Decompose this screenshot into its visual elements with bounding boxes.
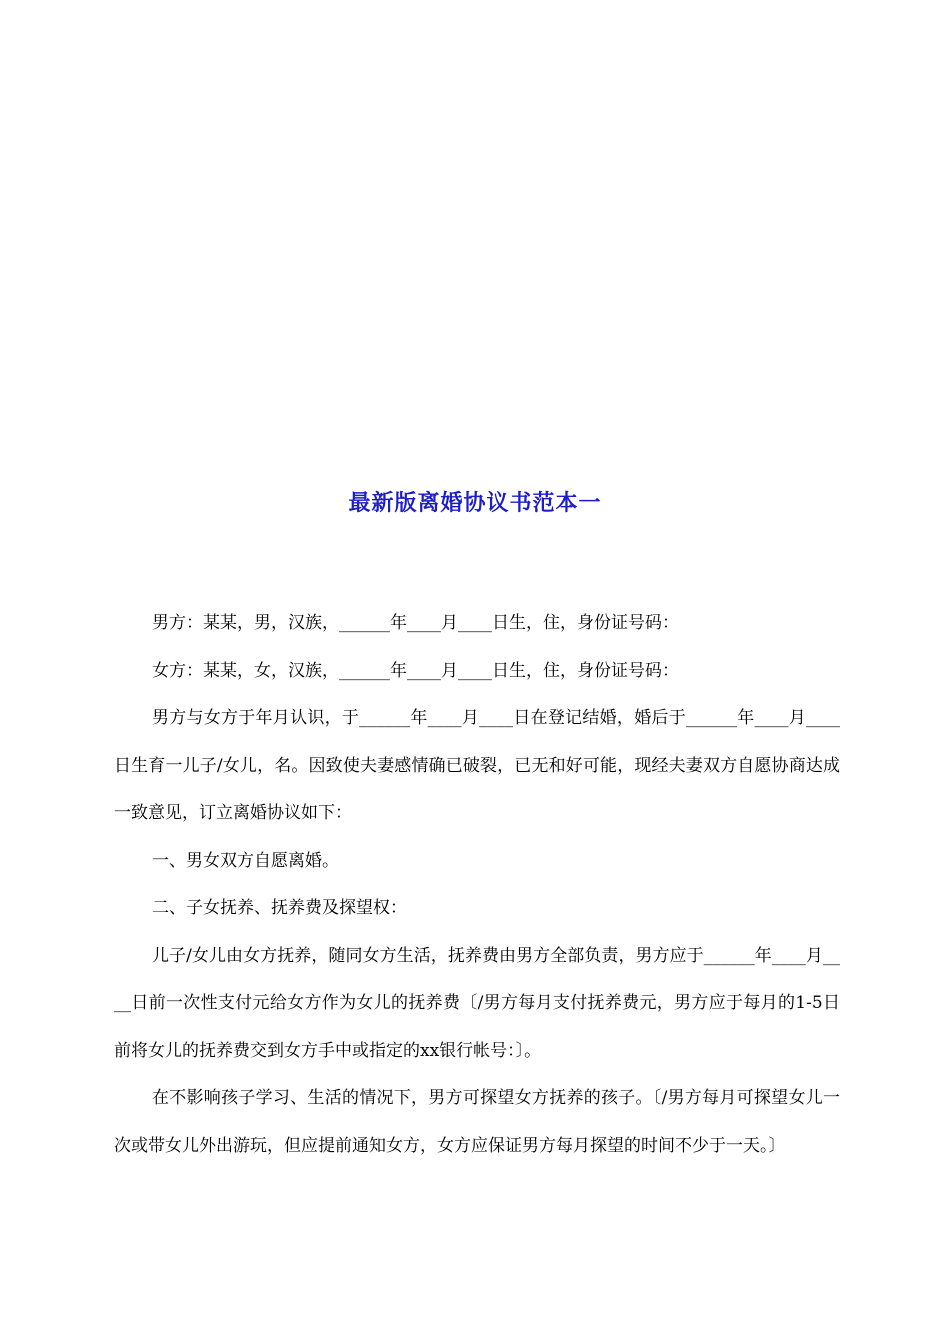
paragraph-clause-1: 一、男女双方自愿离婚。: [152, 850, 339, 871]
document-title: 最新版离婚协议书范本一: [348, 491, 602, 516]
paragraph-visitation: 在不影响孩子学习、生活的情况下，男方可探望女方抚养的孩子。〔/男方每月可探望女儿一次或带女儿外出游玩，但应提前通知女方，女方应保证男方每月探望的时间不少于一天。〕: [114, 1088, 840, 1156]
paragraph-female-party: 女方：某某，女，汉族，______年____月____日生，住，身份证号码：: [152, 660, 679, 681]
paragraph-male-party: 男方：某某，男，汉族，______年____月____日生，住，身份证号码：: [152, 613, 679, 633]
paragraph-clause-2-heading: 二、子女抚养、抚养费及探望权：: [152, 898, 407, 918]
document-body: [114, 600, 840, 1170]
paragraph-marriage-background: 男方与女方于年月认识，于______年____月____日在登记结婚，婚后于______年____月____日生育一儿子/女儿，名。因致使夫妻感情确已破裂，已无和好可能，现经夫妻双方自愿协商达成一致意见，订立离婚协议如下：: [114, 708, 840, 823]
paragraph-child-custody: 儿子/女儿由女方抚养，随同女方生活，抚养费由男方全部负责，男方应于______年____月____日前一次性支付元给女方作为女儿的抚养费〔/男方每月支付抚养费元，男方应于每月的1-5日前将女儿的抚养费交到女方手中或指定的xx银行帐号：〕。: [114, 945, 840, 1061]
